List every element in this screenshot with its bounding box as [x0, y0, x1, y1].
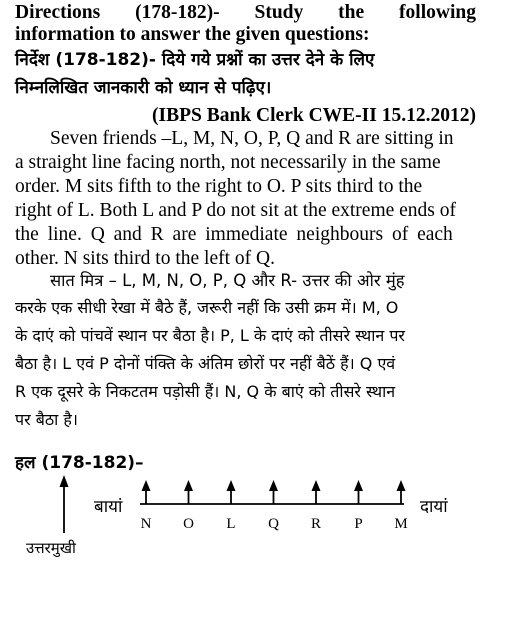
seat-arrow-head — [184, 480, 193, 491]
hindi-para-line: बैठा है। L एवं P दोनों पंक्ति के अंतिम छोरों पर नहीं बैठें हैं। Q एवं — [15, 354, 396, 373]
directions-word: following — [399, 2, 476, 23]
seat-arrow-head — [397, 480, 406, 491]
english-para-line: other. N sits third to the left of Q. — [15, 248, 275, 269]
english-para-line: the line. Q and R are immediate neighbours of each — [15, 224, 453, 245]
directions-word: the — [338, 2, 365, 23]
english-para-line: Seven friends –L, M, N, O, P, Q and R are sitting in — [50, 128, 454, 149]
english-para-line: order. M sits fifth to the right to O. P sits third to the — [15, 176, 423, 197]
directions-word: Directions — [15, 2, 101, 23]
hindi-para-line: R एक दूसरे के निकटतम पड़ोसी हैं। N, Q के बाएं को तीसरे स्थान — [15, 382, 396, 401]
right-label: दायां — [420, 497, 448, 517]
directions-word: Study — [254, 2, 304, 23]
source-citation: (IBPS Bank Clerk CWE-II 15.12.2012) — [152, 105, 476, 126]
directions-line-2: information to answer the given questions: — [15, 24, 370, 45]
hindi-para-line: पर बैठा है। — [15, 410, 78, 429]
seat-arrow-head — [142, 480, 151, 491]
seat-letter: O — [183, 516, 194, 532]
seat-letter: L — [226, 516, 236, 532]
seat-letter: Q — [268, 516, 279, 532]
hindi-para-line: सात मित्र – L, M, N, O, P, Q और R- उत्तर की ओर मुंह — [50, 271, 405, 290]
left-label: बायां — [94, 497, 123, 517]
seat-letter: M — [394, 516, 408, 532]
seat-letter: P — [354, 516, 363, 532]
directions-hindi-2: निम्नलिखित जानकारी को ध्यान से पढ़िए। — [15, 78, 272, 98]
english-para-line: a straight line facing north, not necessarily in the same — [15, 152, 441, 173]
seat-arrow-head — [227, 480, 236, 491]
north-label: उत्तरमुखी — [26, 539, 76, 557]
seat-arrow-head — [312, 480, 321, 491]
english-para-line: right of L. Both L and P do not sit at the extreme ends of — [15, 200, 457, 221]
north-arrow — [60, 475, 69, 533]
seat-arrow-head — [269, 480, 278, 491]
directions-hindi-1: निर्देश (178-182)- दिये गये प्रश्नों का उत्तर देने के लिए — [15, 50, 375, 70]
solution-heading: हल (178-182)– — [15, 453, 144, 473]
seat-letter: R — [310, 516, 322, 532]
hindi-para-line: के दाएं को पांचवें स्थान पर बैठा है। P, L के दाएं को तीसरे स्थान पर — [15, 326, 405, 345]
hindi-para-line: करके एक सीधी रेखा में बैठे हैं, जरूरी नहीं कि उसी क्रम में। M, O — [15, 298, 399, 317]
seat-arrow-head — [354, 480, 363, 491]
seat-letter: N — [140, 516, 152, 532]
directions-word: (178-182)- — [135, 2, 220, 23]
